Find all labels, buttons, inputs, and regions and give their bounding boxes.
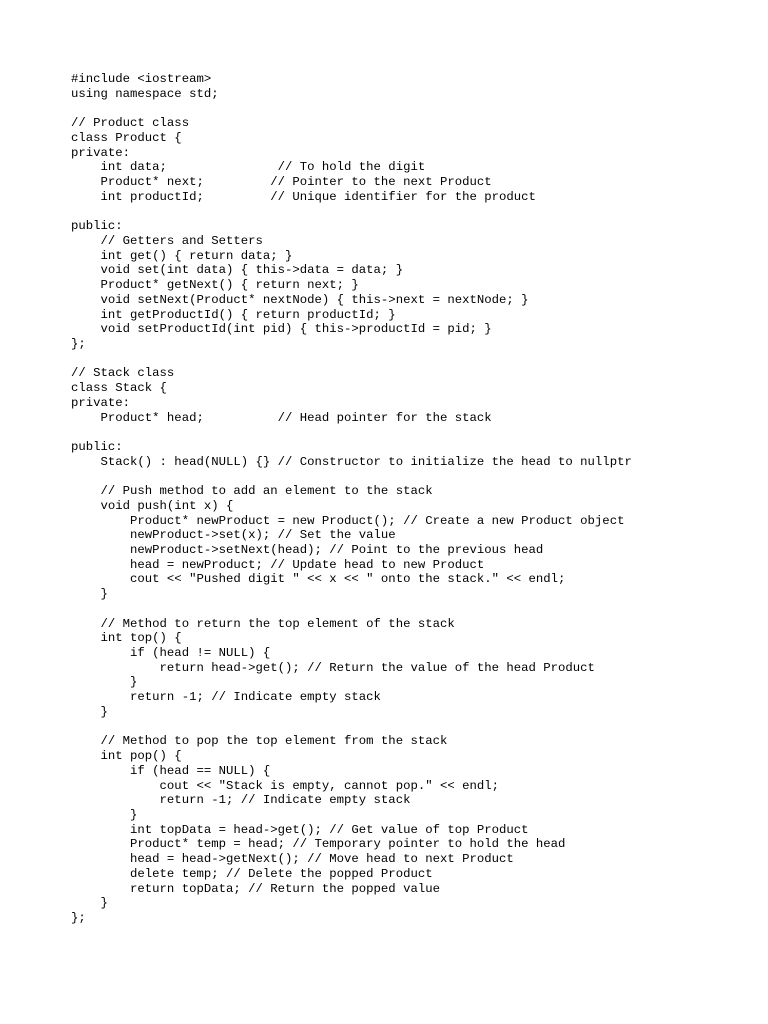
code-line: }: [71, 587, 108, 602]
code-line: private:: [71, 145, 131, 160]
code-line: }: [71, 675, 138, 690]
code-line: class Product {: [71, 130, 182, 145]
code-line: cout << "Stack is empty, cannot pop." << endl;: [71, 778, 500, 793]
code-line: Product* getNext() { return next; }: [71, 278, 359, 293]
code-line: // Stack class: [71, 366, 175, 381]
code-line: // Getters and Setters: [71, 233, 263, 248]
code-line: cout << "Pushed digit " << x << " onto the stack." << endl;: [71, 572, 566, 587]
code-line: #include <iostream>: [71, 72, 212, 86]
code-block: [71, 72, 632, 926]
code-line: head = head->getNext(); // Move head to next Product: [71, 852, 514, 867]
code-line: void setNext(Product* nextNode) { this->next = nextNode; }: [71, 292, 529, 307]
code-line: using namespace std;: [71, 86, 219, 101]
code-line: [71, 352, 632, 367]
code-line: [71, 469, 632, 484]
code-line: class Stack {: [71, 381, 167, 396]
code-line: int getProductId() { return productId; }: [71, 307, 396, 322]
code-line: Product* newProduct = new Product(); // Create a new Product object: [71, 513, 625, 528]
code-line: }: [71, 807, 138, 822]
code-line: private:: [71, 395, 131, 410]
code-line: public:: [71, 439, 123, 454]
code-line: return -1; // Indicate empty stack: [71, 793, 411, 808]
code-line: delete temp; // Delete the popped Product: [71, 866, 433, 881]
code-line: // Product class: [71, 116, 190, 131]
code-line: return -1; // Indicate empty stack: [71, 690, 381, 705]
code-line: };: [71, 910, 86, 925]
code-line: public:: [71, 219, 123, 234]
code-line: int data; // To hold the digit: [71, 160, 426, 175]
code-line: [71, 101, 632, 116]
code-line: int pop() {: [71, 749, 182, 764]
code-line: int topData = head->get(); // Get value of top Product: [71, 822, 529, 837]
code-line: void setProductId(int pid) { this->productId = pid; }: [71, 322, 492, 337]
code-line: [71, 204, 632, 219]
code-line: // Method to pop the top element from the stack: [71, 734, 448, 749]
code-line: if (head != NULL) {: [71, 646, 271, 661]
code-line: head = newProduct; // Update head to new Product: [71, 557, 485, 572]
code-line: if (head == NULL) {: [71, 763, 271, 778]
code-line: return head->get(); // Return the value of the head Product: [71, 660, 595, 675]
code-line: [71, 602, 632, 617]
code-line: int productId; // Unique identifier for the product: [71, 189, 536, 204]
code-line: }: [71, 896, 108, 911]
code-line: Stack() : head(NULL) {} // Constructor to initialize the head to nullptr: [71, 454, 632, 469]
code-line: int top() {: [71, 631, 182, 646]
code-line: int get() { return data; }: [71, 248, 293, 263]
code-line: Product* next; // Pointer to the next Product: [71, 175, 492, 190]
code-line: [71, 720, 632, 735]
code-line: // Push method to add an element to the stack: [71, 484, 433, 499]
code-line: Product* temp = head; // Temporary pointer to hold the head: [71, 837, 566, 852]
code-line: void set(int data) { this->data = data; }: [71, 263, 404, 278]
code-line: return topData; // Return the popped value: [71, 881, 440, 896]
code-line: Product* head; // Head pointer for the stack: [71, 410, 492, 425]
code-line: };: [71, 336, 86, 351]
code-line: newProduct->set(x); // Set the value: [71, 528, 396, 543]
code-line: [71, 425, 632, 440]
code-line: }: [71, 704, 108, 719]
code-line: // Method to return the top element of the stack: [71, 616, 455, 631]
code-line: newProduct->setNext(head); // Point to the previous head: [71, 543, 544, 557]
code-line: void push(int x) {: [71, 498, 234, 513]
